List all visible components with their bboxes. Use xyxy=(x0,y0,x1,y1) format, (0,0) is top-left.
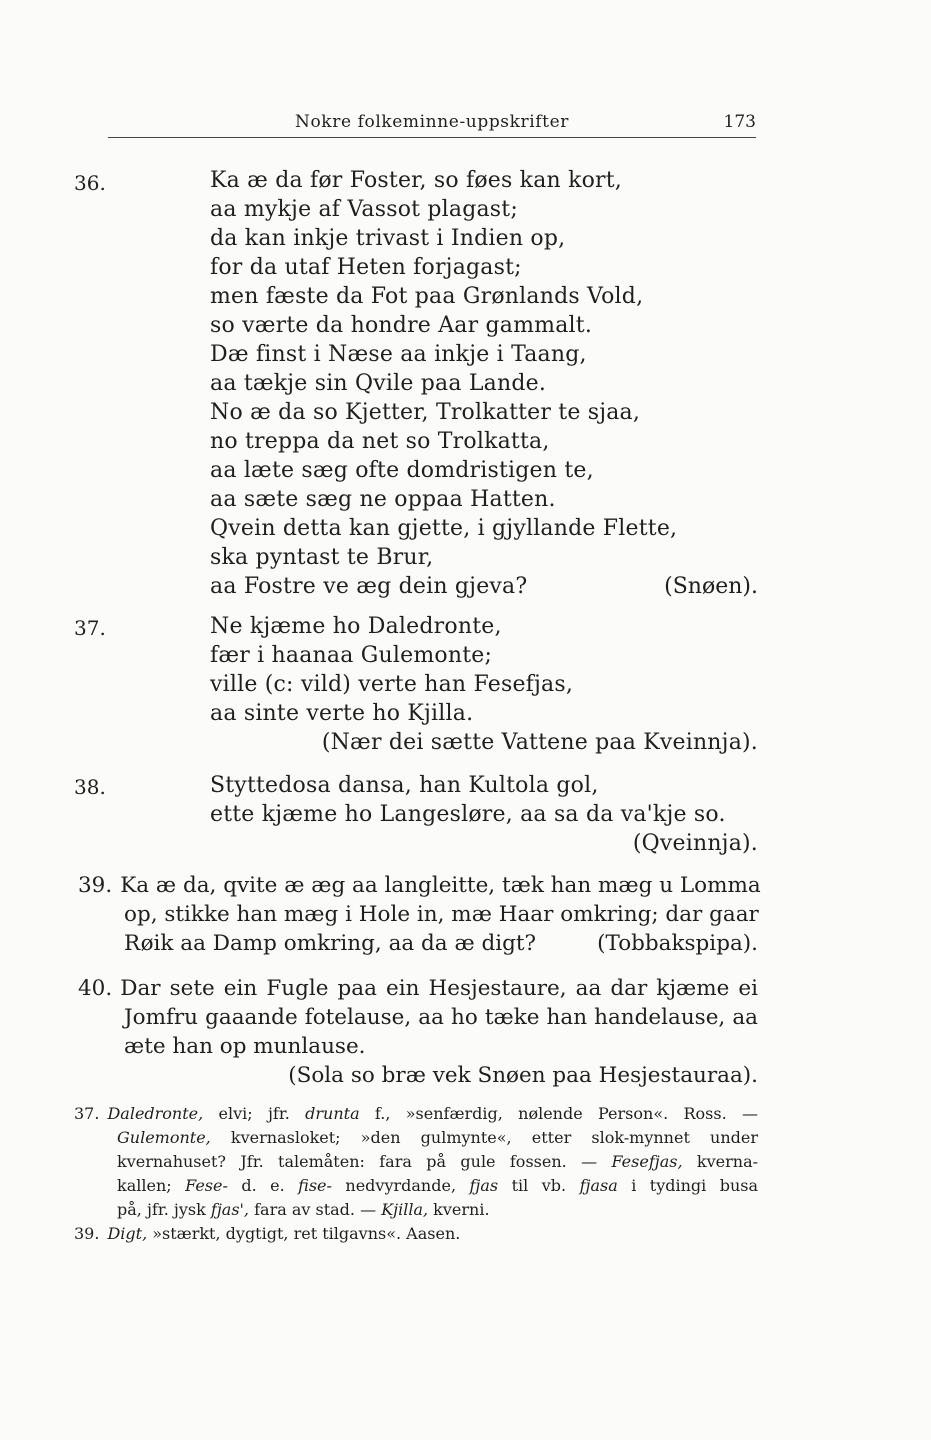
riddle-38 xyxy=(74,771,758,861)
note-37-line xyxy=(74,1198,758,1222)
prose-line: Røik aa Damp omkring, aa da æ digt? xyxy=(124,931,537,956)
verse-line: ska pyntast te Brur, xyxy=(210,545,434,570)
verse-line: no treppa da net so Trolkatta, xyxy=(210,429,550,454)
note-term: Fesefjas, xyxy=(611,1152,683,1171)
verse-line: Dæ finst i Næse aa inkje i Taang, xyxy=(210,342,587,367)
riddle-40 xyxy=(74,974,758,1094)
verse-line: Ka æ da før Foster, so føes kan kort, xyxy=(210,168,623,193)
verse-line: fær i haanaa Gulemonte; xyxy=(210,643,493,668)
verse-line: aa læte sæg ofte domdristigen te, xyxy=(210,458,594,483)
running-head: Nokre folkeminne-uppskrifter xyxy=(295,112,569,132)
note-text: til vb. xyxy=(498,1176,580,1195)
header-rule xyxy=(108,137,756,138)
verse-line: ette kjæme ho Langesløre, aa sa da va'kje so. xyxy=(210,802,726,827)
verse-line: aa sinte verte ho Kjilla. xyxy=(210,701,474,726)
page-header xyxy=(108,108,756,138)
note-term: Fese- xyxy=(185,1176,228,1195)
verse-line: so værte da hondre Aar gammalt. xyxy=(210,313,593,338)
riddle-number: 40. xyxy=(78,976,113,1001)
verse-line: da kan inkje trivast i Indien op, xyxy=(210,226,566,251)
riddle-answer: (Qveinnja). xyxy=(632,831,758,856)
verse-line: Styttedosa dansa, han Kultola gol, xyxy=(210,773,599,798)
prose-block xyxy=(74,871,761,958)
verse-line: aa tækje sin Qvile paa Lande. xyxy=(210,371,547,396)
verse-line: aa mykje af Vassot plagast; xyxy=(210,197,518,222)
prose-text: Ka æ da, qvite æ æg aa langleitte, tæk han mæg u Lomma xyxy=(120,873,761,898)
prose-line: op, stikke han mæg i Hole in, mæ Haar omkring; dar gaar xyxy=(124,902,759,927)
riddle-number: 39. xyxy=(78,873,113,898)
prose-line-first xyxy=(78,871,761,900)
note-term: Daledronte, xyxy=(107,1104,204,1123)
riddle-39 xyxy=(74,871,761,961)
riddle-answer: (Snøen). xyxy=(664,574,758,599)
note-term: drunta xyxy=(305,1104,360,1123)
riddle-answer: (Tobbakspipa). xyxy=(597,931,758,956)
note-number: 39. xyxy=(74,1224,100,1243)
note-text: i tydingi busa xyxy=(617,1176,759,1195)
riddle-36 xyxy=(74,166,758,606)
note-term: Gulemonte, xyxy=(117,1128,211,1147)
note-37-line xyxy=(74,1102,758,1126)
note-text: kvernasloket; »den gulmynte«, etter slok-mynnet under xyxy=(210,1128,758,1147)
note-term: fjasa xyxy=(579,1176,618,1195)
note-text: elvi; jfr. xyxy=(203,1104,306,1123)
note-text: d. e. xyxy=(227,1176,299,1195)
note-term: fjas xyxy=(469,1176,499,1195)
verse-last-line-row xyxy=(210,572,758,601)
prose-block xyxy=(74,974,758,1090)
verse-line: aa sæte sæg ne oppaa Hatten. xyxy=(210,487,556,512)
note-text: kverni. xyxy=(428,1200,490,1219)
prose-text: Dar sete ein Fugle paa ein Hesjestaure, aa dar kjæme ei xyxy=(120,976,758,1001)
note-term: fjas', xyxy=(210,1200,250,1219)
verse-line: ville (c: vild) verte han Fesefjas, xyxy=(210,672,574,697)
prose-line-first xyxy=(78,974,758,1003)
note-term: fise- xyxy=(298,1176,332,1195)
note-text: fara av stad. — xyxy=(249,1200,382,1219)
verse-line: No æ da so Kjetter, Trolkatter te sjaa, xyxy=(210,400,641,425)
riddle-verse xyxy=(210,166,758,601)
riddle-number: 36. xyxy=(74,171,106,195)
verse-line: men fæste da Fot paa Grønlands Vold, xyxy=(210,284,644,309)
riddle-number: 37. xyxy=(74,616,106,640)
note-text: f., »senfærdig, nølende Person«. Ross. — xyxy=(359,1104,759,1123)
note-37-line xyxy=(74,1150,758,1174)
note-text: nedvyrdande, xyxy=(331,1176,470,1195)
riddle-verse xyxy=(210,771,758,858)
page-number: 173 xyxy=(723,112,756,132)
verse-line: Ne kjæme ho Daledronte, xyxy=(210,614,502,639)
note-term: Kjilla, xyxy=(381,1200,429,1219)
note-text: på, jfr. jysk xyxy=(117,1200,211,1219)
prose-line: æte han op munlause. xyxy=(124,1034,366,1059)
note-37-line xyxy=(74,1126,758,1150)
note-number: 37. xyxy=(74,1104,100,1123)
prose-last-row xyxy=(78,929,758,958)
prose-line: Jomfru gaaande fotelause, aa ho tæke han handelause, aa xyxy=(124,1005,758,1030)
riddle-37 xyxy=(74,612,758,762)
note-39-line xyxy=(74,1222,758,1246)
note-text: kverna- xyxy=(682,1152,759,1171)
verse-line: for da utaf Heten forjagast; xyxy=(210,255,522,280)
note-term: Digt, xyxy=(107,1224,148,1243)
note-37-line xyxy=(74,1174,758,1198)
riddle-number: 38. xyxy=(74,775,106,799)
note-text: »stærkt, dygtigt, ret tilgavns«. Aasen. xyxy=(147,1224,461,1243)
note-text: kvernahuset? Jfr. talemåten: fara på gule fossen. — xyxy=(117,1152,612,1171)
note-text: kallen; xyxy=(117,1176,186,1195)
verse-line: Qvein detta kan gjette, i gjyllande Flette, xyxy=(210,516,678,541)
riddle-verse xyxy=(210,612,758,757)
verse-line: aa Fostre ve æg dein gjeva? xyxy=(210,574,528,599)
riddle-answer: (Sola so bræ vek Snøen paa Hesjestauraa). xyxy=(288,1063,758,1088)
riddle-answer: (Nær dei sætte Vattene paa Kveinnja). xyxy=(321,730,758,755)
footnotes xyxy=(74,1102,758,1246)
